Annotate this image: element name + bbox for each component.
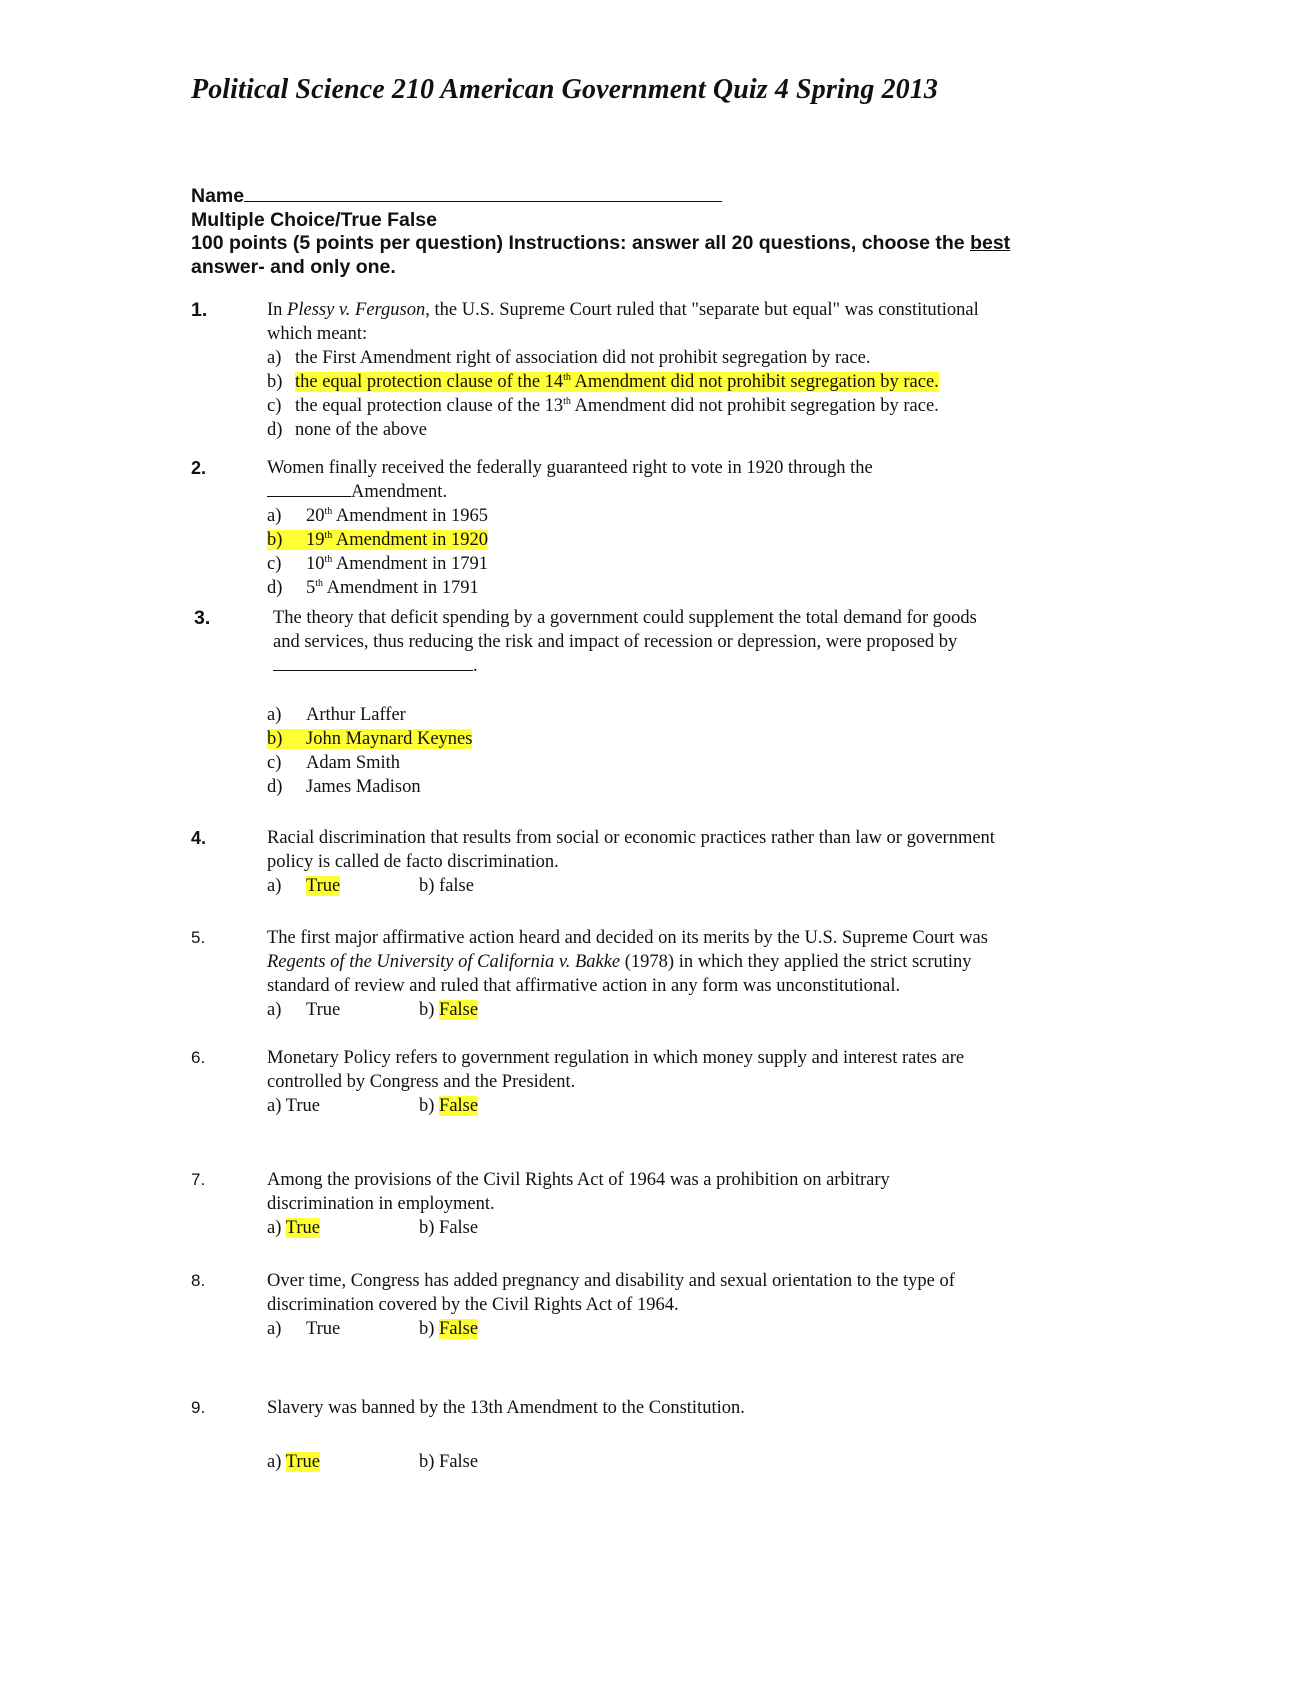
true-false-options [267, 1216, 1121, 1240]
selected-answer-highlight: b) John Maynard Keynes [267, 729, 473, 749]
true-false-options [267, 1450, 1121, 1474]
option-c: c) 10th Amendment in 1791 [267, 553, 488, 574]
question-number: 9. [191, 1398, 206, 1417]
instructions-line: 100 points (5 points per question) Instructions: answer all 20 questions, choose the best [191, 232, 1011, 254]
case-name: Regents of the University of California v. Bakke [267, 952, 621, 972]
question-number: 2. [191, 458, 207, 478]
option-a: a) True [267, 1319, 341, 1339]
option-d: d) James Madison [267, 777, 421, 797]
question-number: 1. [191, 299, 208, 321]
option-b: b) the equal protection clause of the 14th Amendment did not prohibit segregation by race. [267, 371, 939, 392]
question-stem-cont: policy is called de facto discrimination. [267, 852, 559, 872]
selected-answer-highlight: False [439, 1096, 479, 1116]
question-stem-cont: Regents of the University of California v. Bakke (1978) in which they applied the strict scrutiny [267, 952, 972, 972]
question-stem: Slavery was banned by the 13th Amendment to the Constitution. [267, 1398, 745, 1418]
question-number: 8. [191, 1271, 206, 1290]
question-number: 5. [191, 928, 206, 947]
question-stem-cont: and services, thus reducing the risk and impact of recession or depression, were proposed by [273, 632, 958, 652]
question-9 [191, 1396, 1121, 1474]
question-stem: Monetary Policy refers to government regulation in which money supply and interest rates are [267, 1048, 965, 1068]
answer-blank [273, 655, 473, 671]
question-stem-cont: discrimination covered by the Civil Rights Act of 1964. [267, 1295, 679, 1315]
true-false-options [267, 874, 1121, 898]
selected-answer-highlight: b) 19th Amendment in 1920 [267, 529, 488, 550]
question-8 [191, 1269, 1121, 1341]
question-number: 3. [194, 607, 211, 629]
question-stem-cont: discrimination in employment. [267, 1194, 495, 1214]
option-a: a) True [267, 1000, 341, 1020]
section-title: Multiple Choice/True False [191, 208, 437, 231]
option-b [267, 727, 1121, 751]
page-title: Political Science 210 American Government Quiz 4 Spring 2013 [191, 74, 938, 105]
option-b: b) False [419, 1000, 479, 1020]
question-6 [191, 1046, 1121, 1118]
option-b: b) False [419, 1096, 479, 1116]
option-a: a) True [267, 1096, 320, 1116]
question-1 [191, 298, 1121, 442]
option-a: a) Arthur Laffer [267, 705, 406, 725]
question-stem: Over time, Congress has added pregnancy and disability and sexual orientation to the type of [267, 1271, 955, 1291]
true-false-options [267, 998, 1121, 1022]
option-b: b) False [419, 1319, 479, 1339]
option-a: a) True [267, 1452, 320, 1472]
selected-answer-highlight: True [285, 1218, 320, 1238]
question-stem-blank: . [273, 654, 1121, 678]
question-stem: Racial discrimination that results from social or economic practices rather than law or government [267, 828, 995, 848]
quiz-header [191, 183, 1091, 279]
selected-answer-highlight: False [439, 1319, 479, 1339]
question-stem-cont: Amendment. [267, 480, 1121, 504]
name-label: Name [191, 185, 245, 207]
question-stem: The first major affirmative action heard and decided on its merits by the U.S. Supreme Court was [267, 928, 988, 948]
option-c: c) the equal protection clause of the 13th Amendment did not prohibit segregation by race. [267, 395, 939, 416]
selected-answer-highlight: the equal protection clause of the 14th Amendment did not prohibit segregation by race. [295, 371, 939, 392]
question-number: 6. [191, 1048, 206, 1067]
question-5 [191, 926, 1121, 1022]
instructions-line-2: answer- and only one. [191, 255, 396, 278]
question-stem-cont: which meant: [267, 324, 368, 344]
question-3 [191, 606, 1121, 799]
option-b [267, 528, 1121, 552]
name-blank [244, 183, 722, 202]
question-stem: The theory that deficit spending by a government could supplement the total demand for goods [273, 608, 977, 628]
question-7 [191, 1168, 1121, 1240]
question-stem-cont-2: standard of review and ruled that affirmative action in any form was unconstitutional. [267, 976, 901, 996]
option-b: b) False [419, 1452, 479, 1472]
option-d: d) none of the above [267, 420, 428, 440]
option-a: a) True [267, 876, 341, 896]
true-false-options [267, 1317, 1121, 1341]
question-stem: In Plessy v. Ferguson, the U.S. Supreme Court ruled that "separate but equal" was constitutional [267, 300, 979, 320]
option-d: d) 5th Amendment in 1791 [267, 577, 479, 598]
selected-answer-highlight: True [306, 876, 341, 896]
selected-answer-highlight: False [439, 1000, 479, 1020]
question-4 [191, 826, 1121, 898]
selected-answer-highlight: True [285, 1452, 320, 1472]
option-a: a) the First Amendment right of association did not prohibit segregation by race. [267, 348, 871, 368]
best-emphasis: best [970, 232, 1011, 254]
question-stem-cont: controlled by Congress and the President. [267, 1072, 576, 1092]
option-c: c) Adam Smith [267, 753, 401, 773]
question-stem: Among the provisions of the Civil Rights Act of 1964 was a prohibition on arbitrary [267, 1170, 890, 1190]
option-a: a) True [267, 1218, 320, 1238]
question-number: 7. [191, 1170, 206, 1189]
name-line-row [191, 183, 1091, 209]
option-a: a) 20th Amendment in 1965 [267, 505, 488, 526]
option-b: b) false [419, 876, 474, 896]
question-stem: Women finally received the federally guaranteed right to vote in 1920 through the [267, 458, 873, 478]
true-false-options [267, 1094, 1121, 1118]
answer-blank [267, 481, 351, 497]
question-2 [191, 456, 1121, 600]
question-number: 4. [191, 828, 207, 848]
case-name: Plessy v. Ferguson [287, 300, 426, 320]
option-b: b) False [419, 1218, 479, 1238]
